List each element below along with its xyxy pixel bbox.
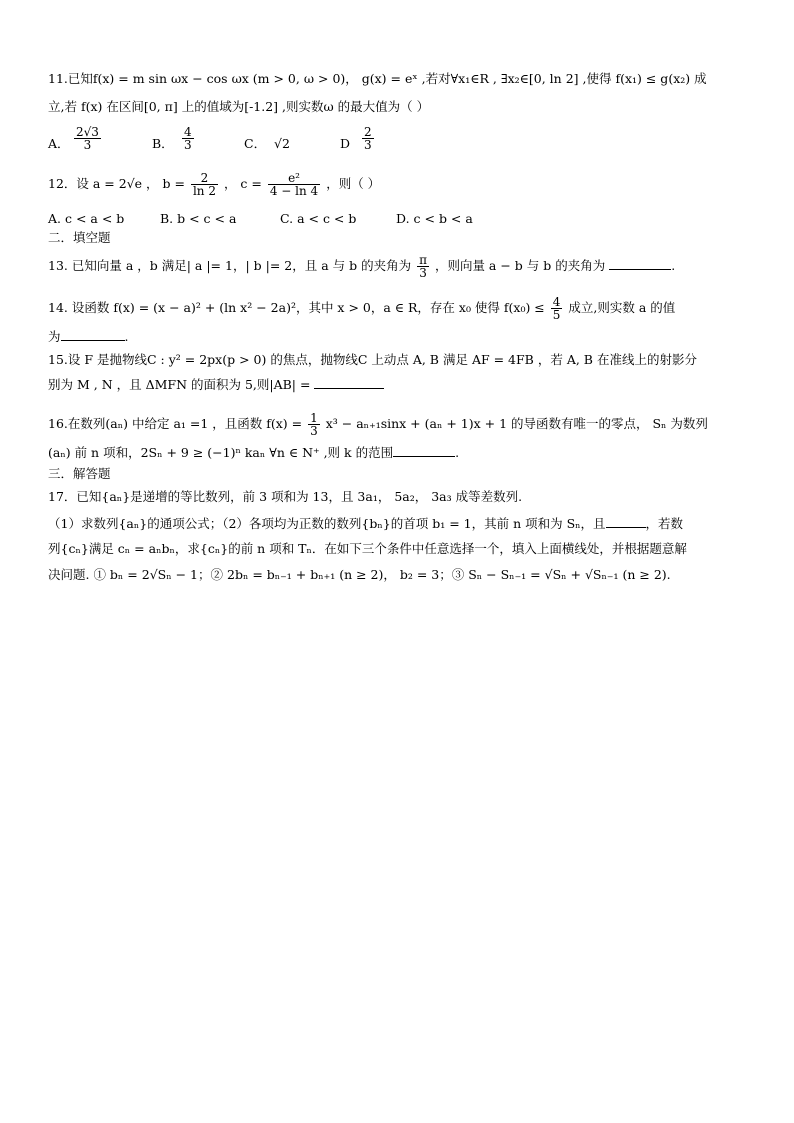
q16-frac-den: 3 xyxy=(310,424,318,438)
q12-stem-suffix: ，则（ ） xyxy=(326,176,381,191)
q11-line1-text: 11.已知f(x) = m sin ωx − cos ωx (m > 0, ω > 0)， g(x) = eˣ ,若对∀x₁∈R , ∃x₂∈[0, ln 2] ,使得 f(x₁) ≤ g(x₂) 成 xyxy=(48,71,707,86)
q14-line2-prefix: 为 xyxy=(48,329,61,344)
q17-condition-blank[interactable] xyxy=(606,515,646,528)
q11-option-a xyxy=(72,126,103,151)
q12-option-d: D. c < b < a xyxy=(396,211,473,226)
q13-line: 13. 已知向量 a ，b 满足| a |= 1，| b |= 2，且 a 与 b 的夹角为 $\frac{\pi}{3}$ ，则向量 a − b 与 b 的夹角为 . xyxy=(48,253,676,280)
q12-c-den: 4 − ln 4 xyxy=(269,184,319,198)
q17-line4 xyxy=(48,567,671,583)
q12-c-num: e² xyxy=(288,171,300,185)
q13-text-suffix: ，则向量 a − b 与 b 的夹角为 xyxy=(434,258,606,273)
q13-angle-den: 3 xyxy=(417,266,429,279)
q16-answer-blank[interactable] xyxy=(393,444,455,457)
q13-text-prefix: 13. 已知向量 a ，b 满足| a |= 1，| b |= 2，且 a 与 b 的夹角为 xyxy=(48,258,412,273)
q11-option-a-den: 3 xyxy=(74,138,101,151)
q11-line2 xyxy=(48,99,429,115)
q15-line2-prefix: 别为 M , N ，且 ΔMFN 的面积为 5,则|AB| = xyxy=(48,377,311,392)
q12-option-b: B. b < c < a xyxy=(160,211,237,226)
q17-line2-suffix: ，若数 xyxy=(645,516,684,531)
q11-option-c: √2 xyxy=(274,136,290,151)
q15-line2 xyxy=(48,376,384,393)
q11-line1 xyxy=(48,71,707,87)
q12-b-num: 2 xyxy=(200,171,209,185)
q11-line2-text: 立,若 f(x) 在区间[0, π] 上的值域为[-1.2] ,则实数ω 的最大值为（ ） xyxy=(48,99,430,114)
q16-line2: (aₙ) 前 n 项和，2Sₙ + 9 ≥ (−1)ⁿ kaₙ ∀n ∈ N⁺ ,则 k 的范围 . xyxy=(48,445,460,460)
q11-option-d xyxy=(360,126,376,151)
q14-line1 xyxy=(48,296,675,321)
q12-stem xyxy=(48,172,380,197)
q11-option-d-label: D xyxy=(340,136,351,151)
q13-angle-num: π xyxy=(419,253,427,267)
q17-line2-prefix: （1）求数列{aₙ}的通项公式；（2）各项均为正数的数列{bₙ}的首项 b₁ = 1，其前 n 项和为 Sₙ，且 xyxy=(48,516,606,531)
q14-line1-suffix: 成立,则实数 a 的值 xyxy=(568,300,676,315)
q11-option-b-den: 3 xyxy=(184,138,192,152)
q13-answer-blank[interactable] xyxy=(609,257,671,270)
q17-line1-text: 17．已知{aₙ}是递增的等比数列，前 3 项和为 13，且 3a₁， 5a₂， 3a₃ 成等差数列. xyxy=(48,489,523,504)
q17-line3-text: 列{cₙ}满足 cₙ = aₙbₙ，求{cₙ}的前 n 项和 Tₙ．在如下三个条件中任意选择一个，填入上面横线处，并根据题意解 xyxy=(48,541,687,556)
q15-line1 xyxy=(48,352,697,368)
q16-line1-suffix: x³ − aₙ₊₁sinx + (aₙ + 1)x + 1 的导函数有唯一的零点， Sₙ 为数列 xyxy=(325,416,708,431)
q12-b-den: ln 2 xyxy=(192,184,216,198)
section-answer-heading: 三．解答题 xyxy=(48,466,111,481)
q17-line1 xyxy=(48,489,522,505)
q11-option-a-num: 2√3 xyxy=(76,125,99,139)
q12-stem-mid: ， c = xyxy=(223,176,262,191)
q17-line3 xyxy=(48,541,687,557)
q16-line1-prefix: 16.在数列(aₙ) 中给定 a₁ =1 ，且函数 f(x) = xyxy=(48,416,303,431)
q16-line1 xyxy=(48,412,708,437)
q17-line2 xyxy=(48,515,683,532)
q11-option-d-den: 3 xyxy=(364,138,372,152)
section-fill-in-heading: 二．填空题 xyxy=(48,230,111,245)
q11-option-a-label: A． xyxy=(48,136,70,151)
q16-line2-prefix: (aₙ) 前 n 项和，2Sₙ + 9 ≥ (−1)ⁿ kaₙ ∀n ∈ N⁺ ,则 k 的范围 xyxy=(48,445,394,460)
q11-option-b-num: 4 xyxy=(184,125,192,139)
q14-frac-num: 4 xyxy=(552,295,561,309)
q14-frac-den: 5 xyxy=(552,308,561,322)
q12-option-c: C. a < c < b xyxy=(280,211,357,226)
q16-frac-num: 1 xyxy=(310,411,318,425)
q11-option-c-label: C． xyxy=(244,136,267,151)
q15-line1-text: 15.设 F 是抛物线C : y² = 2px(p > 0) 的焦点，抛物线C 上动点 A, B 满足 AF = 4FB ，若 A, B 在准线上的射影分 xyxy=(48,352,697,367)
q14-line1-prefix: 14. 设函数 f(x) = (x − a)² + (ln x² − 2a)²，其中 x > 0，a ∈ R，存在 x₀ 使得 f(x₀) ≤ xyxy=(48,300,545,315)
q11-options xyxy=(48,126,748,162)
q12-stem-prefix: 12．设 a = 2√e ， b = xyxy=(48,176,185,191)
q15-answer-blank[interactable] xyxy=(314,376,384,389)
q11-option-b xyxy=(180,126,196,151)
q14-answer-blank[interactable] xyxy=(61,328,125,341)
q11-option-b-label: B． xyxy=(152,136,174,151)
q14-line2: 为 . xyxy=(48,329,129,344)
q12-options xyxy=(48,211,748,227)
q11-option-d-num: 2 xyxy=(364,125,372,139)
q12-option-a: A. c < a < b xyxy=(48,211,125,226)
q17-line4-text: 决问题. ① bₙ = 2√Sₙ − 1；② 2bₙ = bₙ₋₁ + bₙ₊₁ (n ≥ 2)， b₂ = 3；③ Sₙ − Sₙ₋₁ = √Sₙ + √Sₙ₋₁ (n ≥ 2). xyxy=(48,567,671,582)
